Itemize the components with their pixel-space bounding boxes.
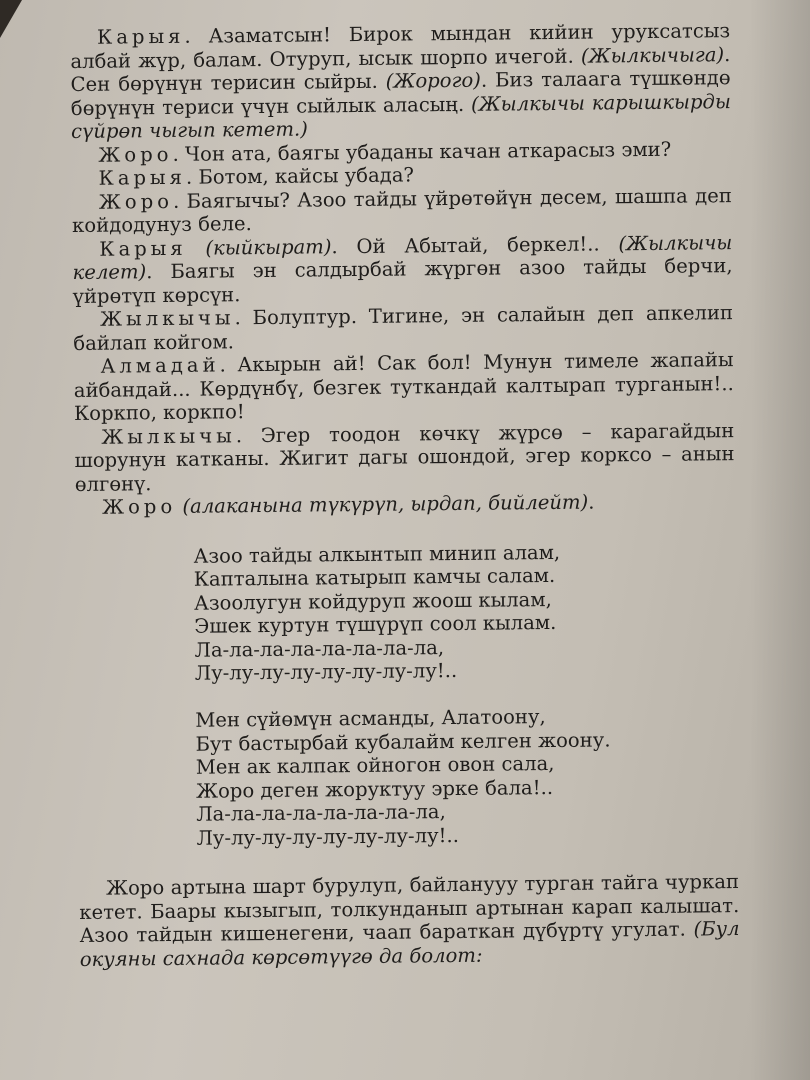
speech-text: . Чон ата, баягы убаданы качан аткарасыз эми? [172,137,672,166]
verse-line: Азоо тайды алкынтып минип алам, [193,540,561,568]
verse-line: Мен сүйөмүн асманды, Алатоону, [195,705,546,732]
speaker-name: Жоро [98,142,173,167]
stage-narration [79,870,740,971]
verse-line: Мен ак калпак ойногон овон сала, [195,751,555,779]
dialogue-paragraph [74,419,735,496]
speech-text: . Биз талаага түшкөндө бөрүнүн териси үчүн сыйлык аласың. [70,66,731,120]
speech-text: . [588,490,595,514]
stage-direction: (алаканына түкүрүп, ырдап, бийлейт) [176,490,589,518]
speech-text: . Ботом, кайсы убада? [185,163,415,189]
stage-direction: (Жылкычыга) [580,42,725,68]
dialogue-paragraph [70,19,731,143]
verse-line: Эшек куртун түшүрүп соол кылам. [194,610,557,638]
page-text [70,19,740,971]
speaker-name: Карыя [99,236,187,261]
dialogue-paragraph [72,184,732,238]
dialogue-paragraph [73,348,734,425]
speaker-name: Жылкычы [99,306,235,331]
stage-direction: (Бул окуяны сахнада көрсөтүүгө да болот: [79,917,740,971]
speaker-name: Жоро [98,189,174,214]
speaker-name: Карыя [96,24,185,49]
verse-line: Ла-ла-ла-ла-ла-ла-ла-ла, [196,800,446,826]
stage-direction: (кыйкырат) [186,234,332,260]
stage-direction: (Жорого) [385,68,481,93]
verse-line: Азоолугун койдуруп жоош кылам, [193,587,552,615]
verse-line: Жоро деген жоруктуу эрке бала!.. [195,775,554,803]
speech-text: . Акырын ай! Сак бол! Мунун тимеле жапайы айбандай... Көрдүнбү, безгек туткандай калтырап турганын!.. Коркпо, коркпо! [73,348,734,425]
verse-line: Капталына катырып камчы салам. [193,563,556,591]
verse-line: Бут бастырбай кубалайм келген жоону. [195,727,611,756]
dialogue-paragraph [72,231,733,308]
speech-text: . Ой Абытай, беркел!.. [331,231,619,258]
speech-text: . Болуптур. Тигине, эн салайын деп апкелип байлап койгом. [73,301,734,355]
stage-direction: (Жылкычы келет) [72,230,733,284]
speech-text: . Баягы эн салдырбай жүргөн азоо тайды берчи, үйрөтүп көрсүн. [72,254,733,308]
song-verse [193,539,738,850]
page-corner-shadow [0,0,22,38]
speech-text: . Баягычы? Азоо тайды үйрөтөйүн десем, шашпа деп койдодунуз беле. [71,183,732,237]
speaker-name: Жылкычы [101,423,236,449]
speech-text: . Эгер тоодон көчкү жүрсө – карагайдын шорунун катканы. Жигит дагы ошондой, эгер корксо – анын өлгөнү. [74,418,735,496]
speech-text: Жоро артына шарт бурулуп, байланууу турган тайга чуркап кетет. Баары кызыгып, толкунданып артынан карап калышат. Азоо тайдын кишенегени, чаап бараткан дүбүртү угулат. [79,870,740,947]
dialogue [70,19,735,519]
speech-text: . Азаматсын! Бирок мындан кийин уруксатсыз албай жүр, балам. Отуруп, ысык шорпо ичегой. [70,19,731,73]
speaker-name: Жоро [101,494,177,519]
verse-line: Лу-лу-лу-лу-лу-лу-лу-лу!.. [194,658,458,685]
stage-direction: (Жылкычы карышкырды сүйрөп чыгып кетет.) [70,89,731,143]
speaker-name: Алмадай [100,353,220,378]
dialogue-paragraph [73,301,733,355]
verse-line: Лу-лу-лу-лу-лу-лу-лу-лу!.. [196,823,460,850]
verse-line: Ла-ла-ла-ла-ла-ла-ла-ла, [194,635,445,662]
page-edge-shadow [750,0,810,1080]
speech-text: . Сен бөрүнүн терисин сыйры. [70,42,731,96]
speaker-name: Карыя [98,165,187,190]
